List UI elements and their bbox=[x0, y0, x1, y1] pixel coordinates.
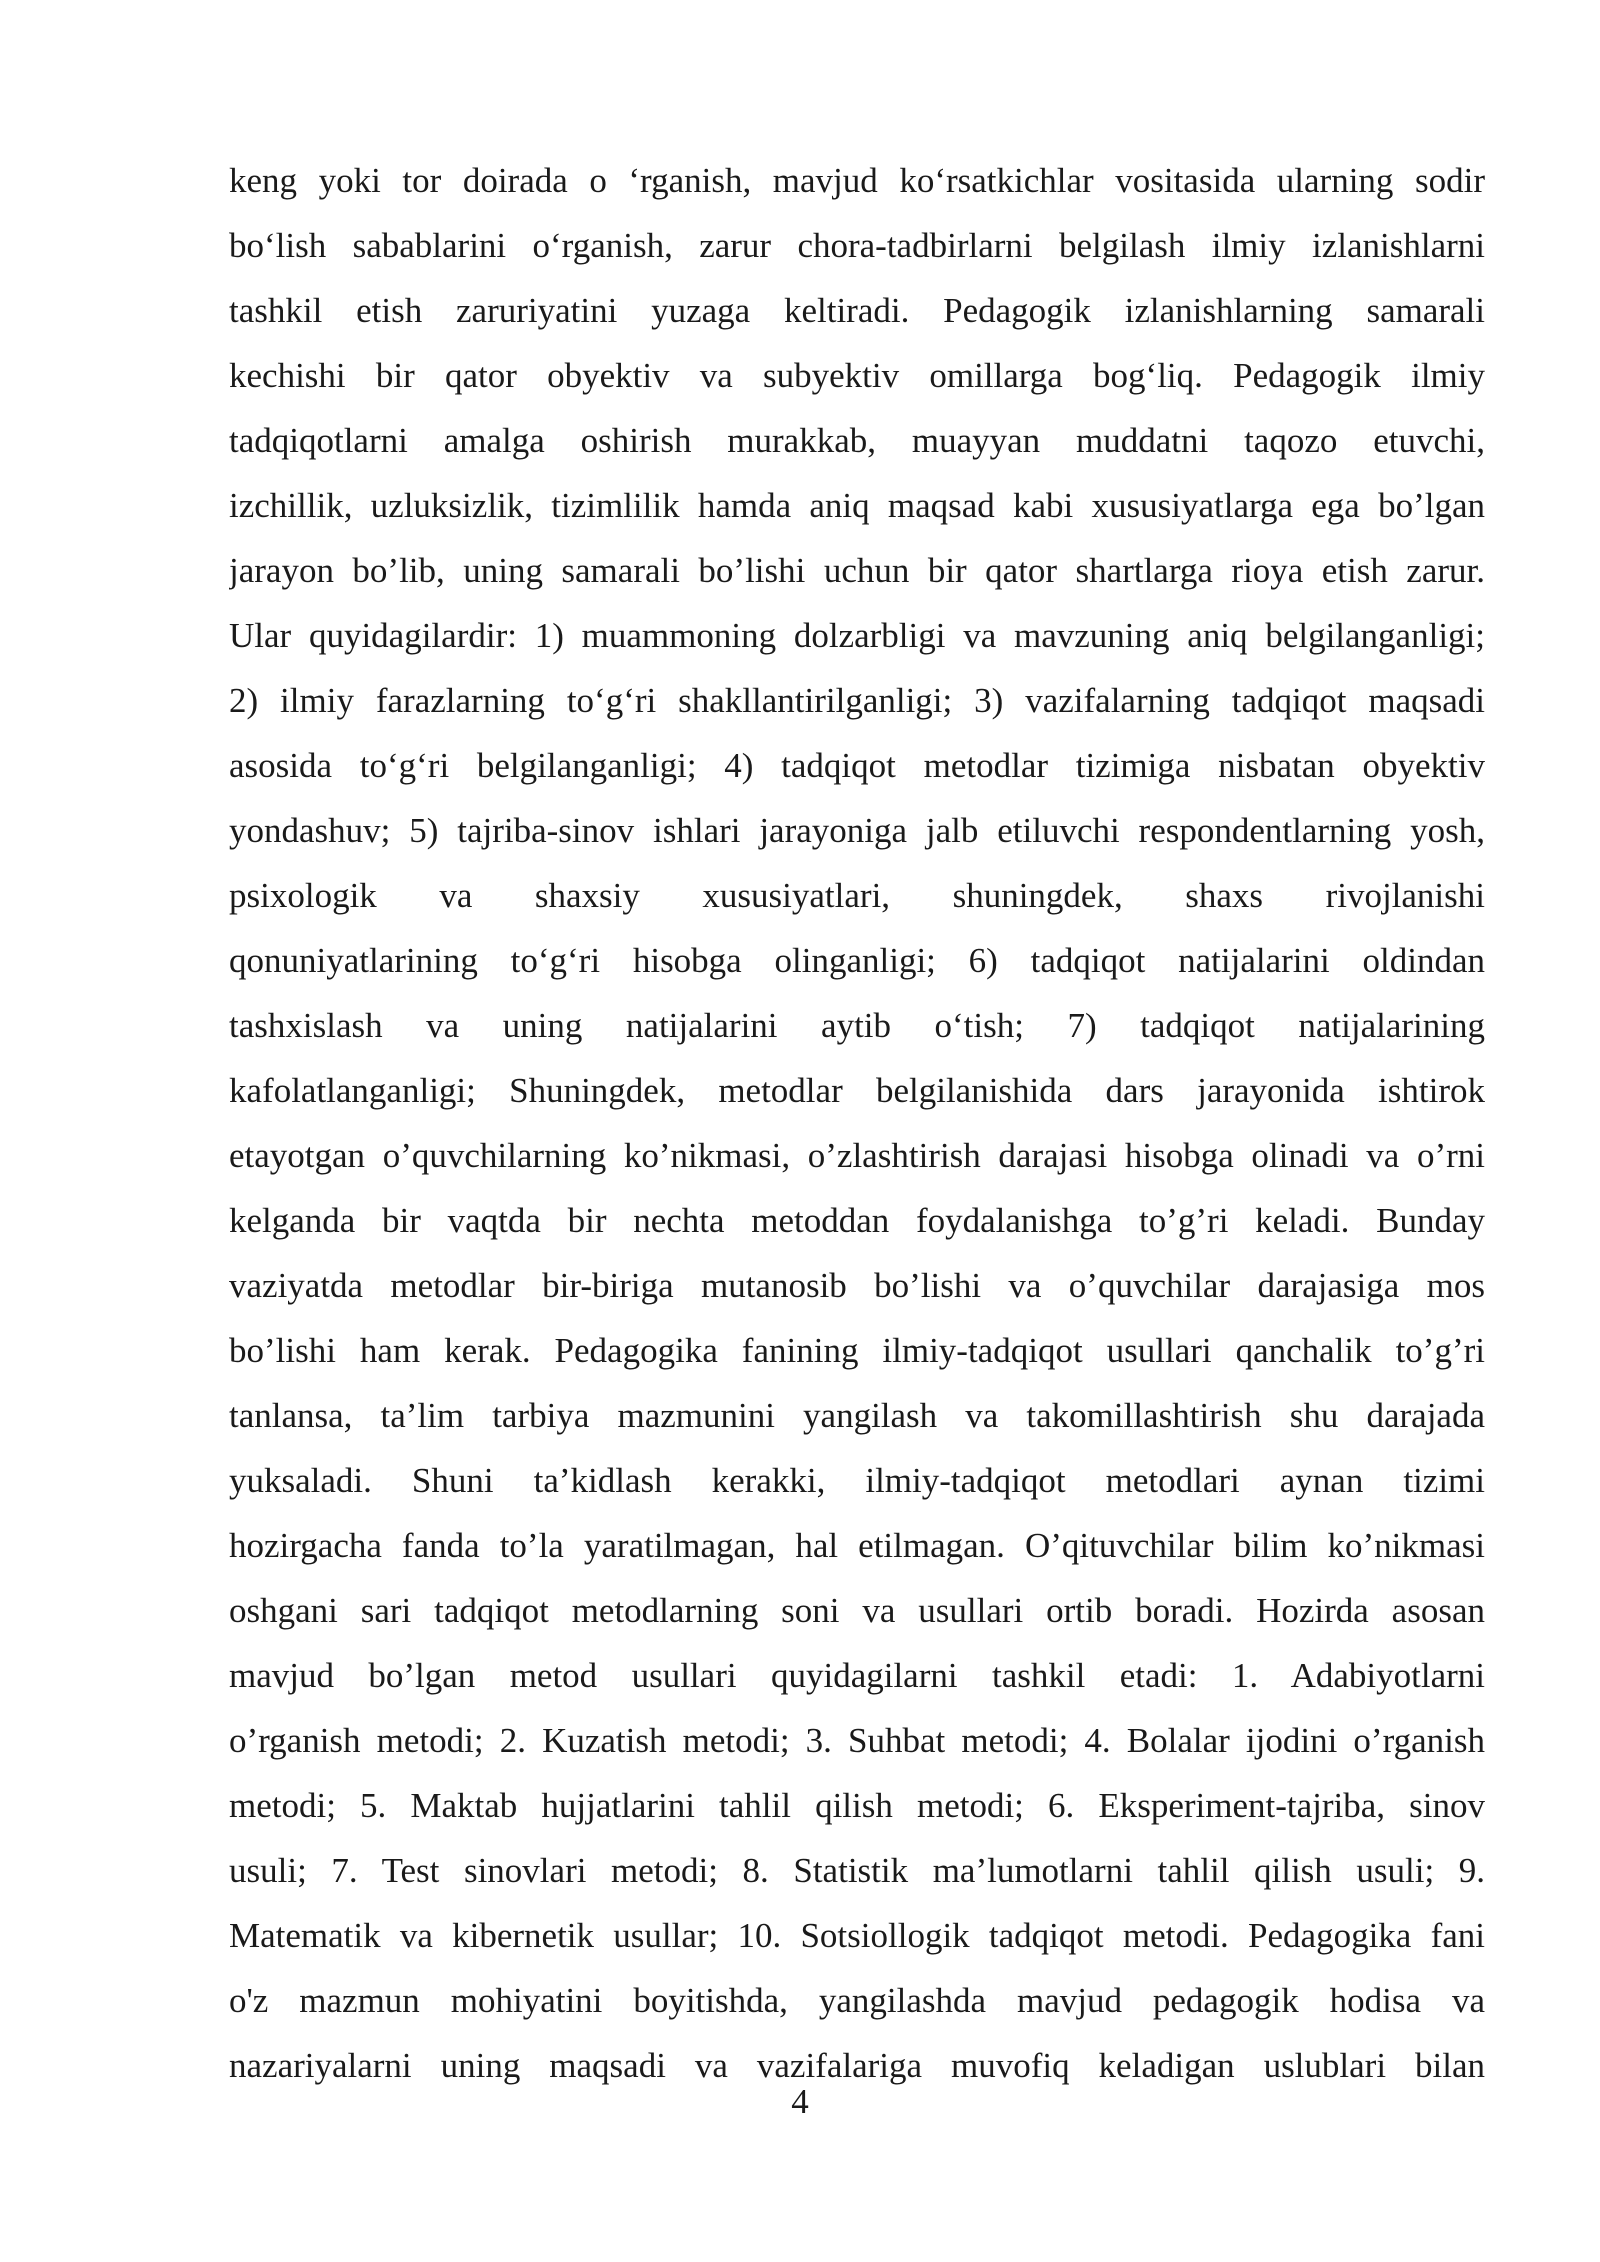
text-line: jarayon bo’lib, uning samarali bo’lishi uchun bir qator shartlarga rioya etish zarur. bbox=[229, 551, 1485, 590]
text-line: tadqiqotlarni amalga oshirish murakkab, muayyan muddatni taqozo etuvchi, bbox=[229, 421, 1485, 460]
text-line: Ular quyidagilardir: 1) muammoning dolzarbligi va mavzuning aniq belgilanganligi; bbox=[229, 616, 1485, 655]
text-line: yuksaladi. Shuni ta’kidlash kerakki, ilmiy-tadqiqot metodlari aynan tizimi bbox=[229, 1461, 1485, 1500]
text-line: yondashuv; 5) tajriba-sinov ishlari jarayoniga jalb etiluvchi respondentlarning yosh, bbox=[229, 811, 1485, 850]
text-line: metodi; 5. Maktab hujjatlarini tahlil qilish metodi; 6. Eksperiment-tajriba, sinov bbox=[229, 1786, 1485, 1825]
text-line: oshgani sari tadqiqot metodlarning soni va usullari ortib boradi. Hozirda asosan bbox=[229, 1591, 1485, 1630]
text-line: psixologik va shaxsiy xususiyatlari, shuningdek, shaxs rivojlanishi bbox=[229, 876, 1485, 915]
text-line: nazariyalarni uning maqsadi va vazifalariga muvofiq keladigan uslublari bilan bbox=[229, 2046, 1485, 2085]
text-line: bo‘lish sabablarini o‘rganish, zarur chora-tadbirlarni belgilash ilmiy izlanishlarni bbox=[229, 226, 1485, 265]
text-line: mavjud bo’lgan metod usullari quyidagilarni tashkil etadi: 1. Adabiyotlarni bbox=[229, 1656, 1485, 1695]
text-line: tanlansa, ta’lim tarbiya mazmunini yangilash va takomillashtirish shu darajada bbox=[229, 1396, 1485, 1435]
text-line: kelganda bir vaqtda bir nechta metoddan foydalanishga to’g’ri keladi. Bunday bbox=[229, 1201, 1485, 1240]
text-line: Matematik va kibernetik usullar; 10. Sotsiollogik tadqiqot metodi. Pedagogika fani bbox=[229, 1916, 1485, 1955]
body-paragraph bbox=[229, 148, 1485, 2098]
text-line: o'z mazmun mohiyatini boyitishda, yangilashda mavjud pedagogik hodisa va bbox=[229, 1981, 1485, 2020]
text-line: o’rganish metodi; 2. Kuzatish metodi; 3. Suhbat metodi; 4. Bolalar ijodini o’rganish bbox=[229, 1721, 1485, 1760]
page-number: 4 bbox=[791, 2082, 809, 2121]
text-line: keng yoki tor doirada o ‘rganish, mavjud ko‘rsatkichlar vositasida ularning sodir bbox=[229, 161, 1485, 200]
text-line: qonuniyatlarining to‘g‘ri hisobga olinganligi; 6) tadqiqot natijalarini oldindan bbox=[229, 941, 1485, 980]
text-line: asosida to‘g‘ri belgilanganligi; 4) tadqiqot metodlar tizimiga nisbatan obyektiv bbox=[229, 746, 1485, 785]
text-line: etayotgan o’quvchilarning ko’nikmasi, o’zlashtirish darajasi hisobga olinadi va o’rni bbox=[229, 1136, 1485, 1175]
text-line: bo’lishi ham kerak. Pedagogika fanining ilmiy-tadqiqot usullari qanchalik to’g’ri bbox=[229, 1331, 1485, 1370]
text-line: usuli; 7. Test sinovlari metodi; 8. Statistik ma’lumotlarni tahlil qilish usuli; 9. bbox=[229, 1851, 1485, 1890]
text-line: hozirgacha fanda to’la yaratilmagan, hal etilmagan. O’qituvchilar bilim ko’nikmasi bbox=[229, 1526, 1485, 1565]
text-line: tashxislash va uning natijalarini aytib o‘tish; 7) tadqiqot natijalarining bbox=[229, 1006, 1485, 1045]
text-line: izchillik, uzluksizlik, tizimlilik hamda aniq maqsad kabi xususiyatlarga ega bo’lgan bbox=[229, 486, 1485, 525]
text-line: vaziyatda metodlar bir-biriga mutanosib bo’lishi va o’quvchilar darajasiga mos bbox=[229, 1266, 1485, 1305]
text-line: kechishi bir qator obyektiv va subyektiv omillarga bog‘liq. Pedagogik ilmiy bbox=[229, 356, 1485, 395]
text-line: tashkil etish zaruriyatini yuzaga keltiradi. Pedagogik izlanishlarning samarali bbox=[229, 291, 1485, 330]
text-line: 2) ilmiy farazlarning to‘g‘ri shakllantirilganligi; 3) vazifalarning tadqiqot maqsadi bbox=[229, 681, 1485, 720]
text-line: kafolatlanganligi; Shuningdek, metodlar belgilanishida dars jarayonida ishtirok bbox=[229, 1071, 1485, 1110]
